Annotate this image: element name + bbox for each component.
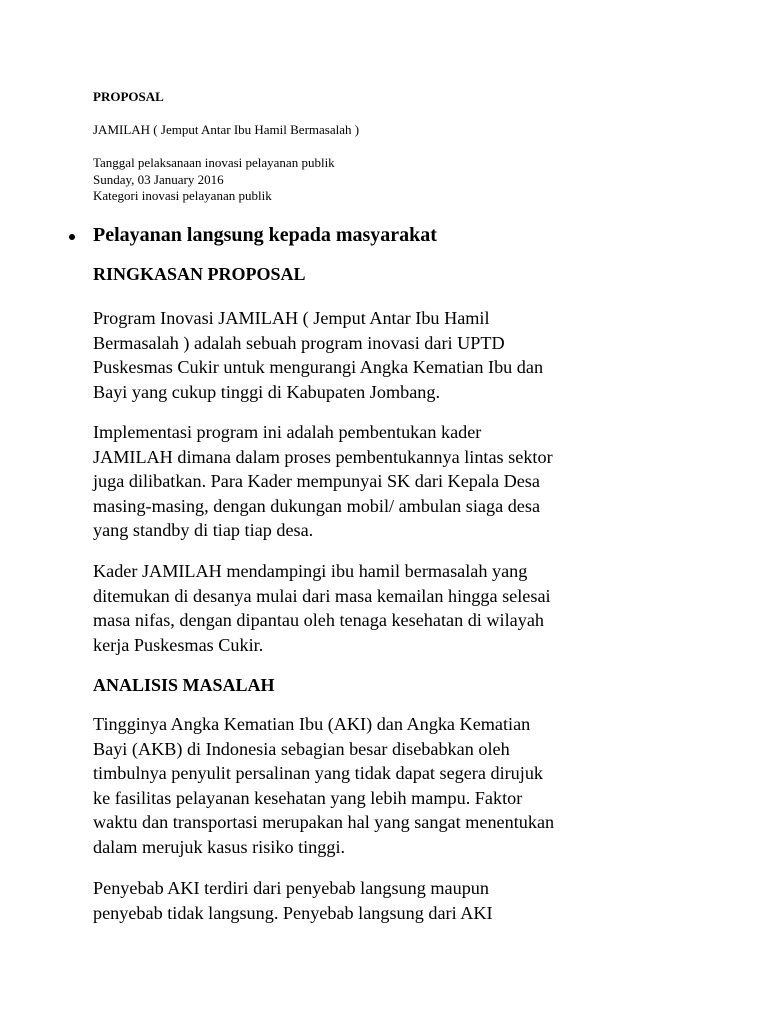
document-title: PROPOSAL bbox=[93, 89, 164, 104]
text-line: masa nifas, dengan dipantau oleh tenaga kesehatan di wilayah bbox=[93, 610, 544, 630]
text-line: ke fasilitas pelayanan kesehatan yang lebih mampu. Faktor bbox=[93, 787, 523, 808]
text-line: Puskesmas Cukir untuk mengurangi Angka Kematian Ibu dan bbox=[93, 357, 544, 377]
meta-line-date: Sunday, 03 January 2016 bbox=[93, 171, 224, 187]
section-heading-analisis: ANALISIS MASALAH bbox=[93, 675, 275, 695]
text-line: Bayi yang cukup tinggi di Kabupaten Jombang. bbox=[93, 381, 441, 402]
text-line: Tingginya Angka Kematian Ibu (AKI) dan Angka Kematian bbox=[93, 714, 531, 734]
text-line: Bayi (AKB) di Indonesia sebagian besar disebabkan oleh bbox=[93, 738, 510, 759]
document-subtitle: JAMILAH ( Jemput Antar Ibu Hamil Bermasalah ) bbox=[93, 122, 360, 137]
paragraph-analisis-1 bbox=[93, 712, 693, 859]
paragraph-ringkasan-1 bbox=[93, 306, 693, 404]
bullet-dot-icon bbox=[69, 234, 75, 240]
text-line: timbulnya penyulit persalinan yang tidak dapat segera dirujuk bbox=[93, 763, 544, 783]
paragraph-ringkasan-3 bbox=[93, 559, 693, 657]
bullet-item bbox=[65, 222, 685, 248]
text-line: dalam merujuk kasus risiko tinggi. bbox=[93, 836, 346, 857]
text-line: masing-masing, dengan dukungan mobil/ ambulan siaga desa bbox=[93, 495, 541, 516]
text-line: juga dilibatkan. Para Kader mempunyai SK dari Kepala Desa bbox=[93, 471, 540, 491]
meta-line-date-label: Tanggal pelaksanaan inovasi pelayanan publik bbox=[93, 155, 335, 170]
paragraph-ringkasan-2 bbox=[93, 420, 693, 543]
meta-line-category-label: Kategori inovasi pelayanan publik bbox=[93, 188, 272, 203]
text-line: kerja Puskesmas Cukir. bbox=[93, 634, 264, 655]
text-line: Penyebab AKI terdiri dari penyebab langsung maupun bbox=[93, 878, 489, 898]
text-line: Bermasalah ) adalah sebuah program inovasi dari UPTD bbox=[93, 332, 505, 353]
text-line: penyebab tidak langsung. Penyebab langsung dari AKI bbox=[93, 902, 493, 923]
paragraph-analisis-2 bbox=[93, 876, 693, 925]
text-line: yang standby di tiap tiap desa. bbox=[93, 520, 314, 540]
bullet-text: Pelayanan langsung kepada masyarakat bbox=[93, 224, 437, 246]
text-line: JAMILAH dimana dalam proses pembentukannya lintas sektor bbox=[93, 446, 553, 467]
section-heading-ringkasan: RINGKASAN PROPOSAL bbox=[93, 264, 306, 284]
text-line: Program Inovasi JAMILAH ( Jemput Antar Ibu Hamil bbox=[93, 308, 490, 328]
text-line: waktu dan transportasi merupakan hal yang sangat menentukan bbox=[93, 812, 555, 832]
text-line: Kader JAMILAH mendampingi ibu hamil bermasalah yang bbox=[93, 561, 528, 581]
text-line: Implementasi program ini adalah pembentukan kader bbox=[93, 422, 482, 442]
text-line: ditemukan di desanya mulai dari masa kemailan hingga selesai bbox=[93, 585, 551, 606]
metadata-block bbox=[93, 155, 335, 205]
